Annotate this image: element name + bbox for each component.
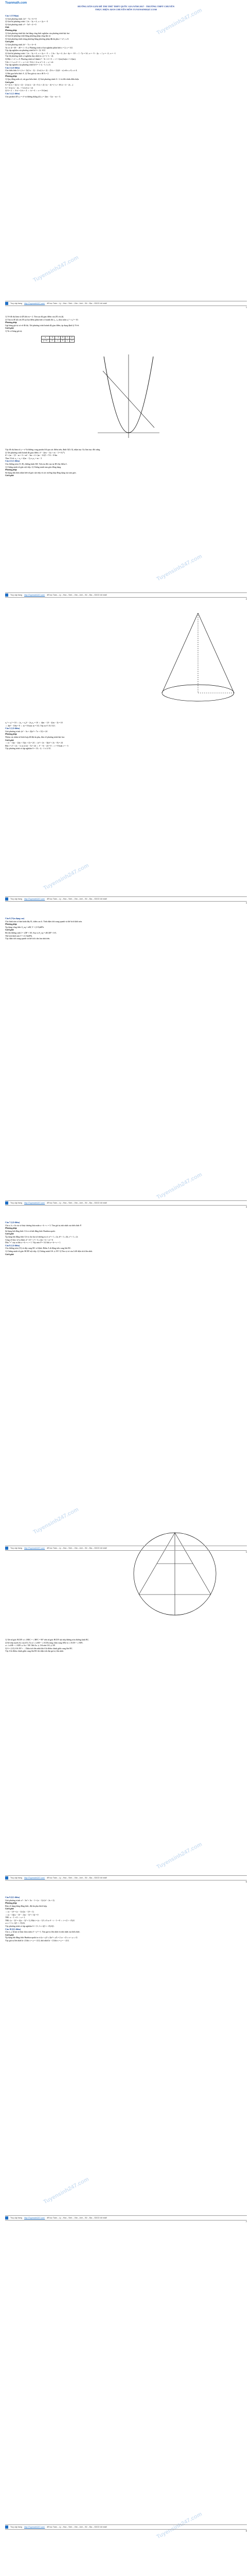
text-line: Vậy phương trình có tập nghiệm S = {0; −2; −1 ± 2√3}. — [5, 747, 51, 750]
text-line: 1) Chứng minh tứ giác nội tiếp. 2) Chứng minh tam giác đồng dạng. — [5, 465, 62, 468]
footer-link[interactable]: http://Tuyensinh247.com/ — [24, 1547, 45, 1549]
footer-rest: để học Toán – Lý – Hóa – Sinh – Văn – Anh – Sử – Địa – GDCD tốt nhất! — [47, 1876, 107, 1879]
cone-edge — [162, 613, 198, 693]
table-cell: −2 — [49, 336, 55, 340]
section-label: Phương pháp — [5, 1902, 17, 1905]
solution-section-1 — [5, 14, 247, 98]
question-heading: Câu 2 (2,0 điểm) — [5, 66, 20, 69]
question-heading: Câu 4 (3,5 điểm) — [5, 460, 20, 463]
page-footer — [5, 301, 247, 309]
text-line: Nhóm các nhân tử thích hợp để đặt ẩn phụ, đưa về phương trình bậc hai. — [5, 735, 65, 738]
watermark: Tuyensinh247.com — [155, 553, 203, 583]
footer-link[interactable]: http://Tuyensinh247.com/ — [24, 1201, 45, 1204]
footer-text: Truy cập trang — [10, 302, 23, 304]
table-cell: 1 — [65, 340, 69, 343]
text-line: 1) Xét tứ giác BCEF có ∠BEC = ∠BFC = 90° nên tứ giác BCEF nội tiếp đường tròn đường kính BC. — [5, 1638, 89, 1641]
question-heading: Câu 10 (0,5 điểm) — [5, 1927, 21, 1930]
text-line: Sử dụng dấu hiệu nhận biết tứ giác nội tiếp và các trường hợp đồng dạng của tam giác. — [5, 471, 77, 474]
text-line: 2) Kẻ tiếp tuyến Ax của (O). Ta có ∠xAB = ∠ACB (cùng chắn cung AB) và ∠ACB = ∠AFE. — [5, 1641, 83, 1644]
text-line: ⇔ (x − 1)³ = (x − 1)√((x − 1)² + 1) — [5, 1910, 34, 1913]
footer-text: Truy cập trang — [10, 897, 23, 900]
table-cell: 2 — [69, 336, 74, 340]
watermark: Tuyensinh247.com — [155, 1171, 203, 1201]
page-number: 5 — [246, 1551, 247, 1553]
text-line: Cho biểu thức A = (√x + 1)/(√x − 2) − 2√x/(√x + 2) − (5√x + 2)/(4 − x) với x ≥ 0, x ≠ 4. — [5, 69, 78, 72]
page-number: 7 — [246, 2221, 247, 2223]
watermark: Tuyensinh247.com — [42, 2176, 90, 2206]
text-line: Áp dụng bất đẳng thức Bunhiacopxki ta có (x + y)² ≤ 2(x² + y²) = 2 ⇒ −√2 ≤ x + y ≤ √2. — [5, 1936, 78, 1939]
table-cell: −1 — [55, 336, 61, 340]
page-number: 6 — [246, 1880, 247, 1883]
text-line: Độ dài đường sinh l = √(R² + h²). Suy ra S_xq = πR√(R² + h²). — [5, 931, 57, 934]
section-label: Phương pháp — [5, 923, 17, 926]
site-badge-icon — [5, 1201, 8, 1205]
section-label: Cách giải: — [5, 80, 14, 83]
solution-section-7 — [5, 1638, 247, 1653]
text-line: 1) Giải phương trình bậc hai bằng công thức nghiệm của phương trình bậc hai — [5, 31, 69, 35]
site-badge-icon — [5, 1547, 8, 1550]
text-line: Vậy diện tích xung quanh và thể tích cần tìm như trên. — [5, 937, 50, 940]
footer-text: Truy cập trang — [10, 2216, 23, 2219]
text-line: 1) Giải phương trình 2x² − 7x + 6 = 0 — [5, 43, 37, 46]
solution-section-6 — [5, 1221, 247, 1256]
text-line: Cho hình nón có bán kính đáy R, chiều cao h. Tính diện tích xung quanh và thể tích khối nón. — [5, 920, 83, 923]
solution-section-4 — [5, 721, 247, 750]
footer-rest: để học Toán – Lý – Hóa – Sinh – Văn – Anh – Sử – Địa – GDCD tốt nhất! — [47, 2216, 107, 2219]
section-label: Phương pháp — [5, 28, 17, 31]
watermark: Tuyensinh247.com — [32, 254, 80, 284]
text-line: Giải phương trình: x³ − 3x² + 3x − 1 = (x − 1)√(x² − 2x + 2) — [5, 1899, 55, 1902]
question-heading: Câu 8 (1,0 điểm) — [5, 1244, 20, 1247]
text-line: 1) Giải phương trình: 2x² − 7x + 6 = 0 — [5, 17, 37, 20]
document-header — [5, 2, 247, 11]
footer-link[interactable]: http://Tuyensinh247.com/ — [24, 1876, 45, 1879]
text-line: 3) Đặt t = x², t ≥ 0. Phương trình trở thành t² − 5t + 4 = 0 ⇔ t = 1 (tm) hoặc t = 4 (tm). — [5, 57, 76, 60]
solution-section-3 — [5, 448, 247, 477]
section-label: Cách giải: — [5, 1907, 14, 1910]
doc-title-line2: THỰC HIỆN: BAN CHUYÊN MÔN TUYENSINH247.COM — [95, 8, 157, 11]
text-line: 2) Xét phương trình hoành độ giao điểm: x² − 2(m − 1)x + m − 3 = 0 (*) — [5, 451, 65, 454]
text-line: Lập bảng giá trị và vẽ đồ thị. Xét phương trình hoành độ giao điểm, áp dụng định lý Vi-ét. — [5, 324, 80, 327]
text-line: Vậy A là điểm chính giữa cung lớn BC thì diện tích đạt giá trị lớn nhất. — [5, 1650, 64, 1653]
footer-text: Truy cập trang — [10, 594, 23, 596]
question-heading: Câu 6 (Vận dụng cao) — [5, 917, 25, 920]
footer-link[interactable]: http://Tuyensinh247.com/ — [24, 2216, 45, 2219]
text-line: Cho đường tròn (O) và dây cung BC cố định. Điểm A di động trên cung lớn BC. — [5, 1247, 71, 1250]
text-line: 1) Chứng minh tứ giác BCEF nội tiếp. 2) Chứng minh OA ⊥ EF. 3) Tìm vị trí của A để diện tích lớn nhất. — [5, 1249, 93, 1252]
footer-link[interactable]: http://Tuyensinh247.com/ — [24, 2526, 45, 2528]
text-line: ⇒ x = 1 ± √((1 + √5)/2). — [5, 1922, 25, 1925]
section-label: Cách giải: — [5, 1933, 14, 1936]
solution-section-8 — [5, 1896, 247, 1942]
question-heading: Câu 5 (1,0 điểm) — [5, 727, 20, 730]
text-line: 3) S = (1/2)·OA·EF + ... Diện tích lớn nhất khi A là điểm chính giữa cung lớn BC. — [5, 1647, 73, 1650]
doc-title-line1: HƯỚNG DẪN GIẢI ĐỀ THI THỬ THPT QUỐC GIA NĂM 2017 - TRƯỜNG THPT CHUYÊN — [77, 5, 175, 8]
parabola-graph — [93, 350, 165, 443]
text-line: ⇔ (x − 1)[(x − 1)² − √((x − 1)² + 1)] = 0 — [5, 1913, 39, 1916]
page-number: 3 — [246, 902, 247, 904]
text-line: Áp dụng công thức S_xq = πRl, V = (1/3)πR²h. — [5, 925, 44, 928]
table-cell: x — [42, 336, 50, 340]
table-cell: 1 — [55, 340, 61, 343]
page-number: 1 — [246, 306, 247, 309]
watermark: Tuyensinh247.com — [155, 2511, 203, 2540]
footer-text: Truy cập trang — [10, 1876, 23, 1879]
text-line: TH1: x − 1 = 0 ⇔ x = 1. — [5, 1916, 26, 1919]
site-badge-icon — [5, 302, 8, 305]
section-label: Cách giải: — [5, 327, 14, 330]
watermark: Tuyensinh247.com — [32, 1506, 80, 1536]
text-line: x₁² + x₂² = 10 ⇔ (x₁ + x₂)² − 2x₁x₂ = 10 ⇔ 4(m − 1)² − 2(m − 3) = 10 — [5, 721, 63, 724]
text-line: ⇔ (x − 1)(x − 2)(x + 3)(x + 4) = 24 ⇔ (x² + 2x − 3)(x² + 2x − 8) = 24 — [5, 741, 63, 744]
watermark: Tuyensinh247.com — [42, 862, 90, 892]
footer-rest: để học Toán – Lý – Hóa – Sinh – Văn – Anh – Sử – Địa – GDCD tốt nhất! — [47, 2526, 107, 2528]
page-footer — [5, 1200, 247, 1209]
text-line: A = 3√x(√x − 2)... = 3√x/(√x + 2) — [5, 86, 33, 89]
footer-text: Truy cập trang — [10, 1547, 23, 1549]
footer-rest: để học Toán – Lý – Hóa – Sinh – Văn – Anh – Sử – Địa – GDCD tốt nhất! — [47, 302, 107, 304]
site-badge-icon — [5, 594, 8, 597]
page-footer — [5, 1875, 247, 1884]
text-line: 1) Rút gọn biểu thức A. 2) Tìm giá trị của x để A = 2. — [5, 72, 49, 75]
table-cell: 4 — [49, 340, 55, 343]
text-line: Vậy tập nghiệm của phương trình là S = {2; 3/2} — [5, 49, 46, 52]
question-heading: Câu 3 (1,5 điểm) — [5, 92, 20, 95]
watermark: Tuyensinh247.com — [155, 1841, 203, 1871]
page-footer — [5, 1546, 247, 1554]
section-label: Cách giải: — [5, 928, 14, 931]
text-line: Δ' = (m − 1)² − m + 3 = m² − 3m + 4 = (m − 3/2)² + 7/4 > 0 ∀m — [5, 454, 58, 457]
section-label: Cách giải: — [5, 40, 14, 43]
text-line: Đưa về dạng hằng đẳng thức, đặt ẩn phụ thích hợp. — [5, 1904, 47, 1907]
page-footer — [5, 896, 247, 905]
footer-rest: để học Toán – Lý – Hóa – Sinh – Văn – Anh – Sử – Địa – GDCD tốt nhất! — [47, 1547, 107, 1549]
page-footer — [5, 592, 247, 601]
solution-section-5 — [5, 917, 247, 940]
table-cell: y = x² — [42, 340, 50, 343]
text-line: TH2: (x − 1)² = √((x − 1)² + 1). Đặt t = (x − 1)² ≥ 0 ⇒ t² − t − 1 = 0 ⇔ t = (1 + √5)/2. — [5, 1919, 75, 1922]
site-badge-icon — [5, 1876, 8, 1879]
footer-link[interactable]: http://Tuyensinh247.com/ — [24, 897, 45, 900]
circle-geometry-figure — [123, 1520, 226, 1623]
footer-rest: để học Toán – Lý – Hóa – Sinh – Văn – Anh – Sử – Địa – GDCD tốt nhất! — [47, 594, 107, 596]
footer-rest: để học Toán – Lý – Hóa – Sinh – Văn – Anh – Sử – Địa – GDCD tốt nhất! — [47, 1201, 107, 1204]
page-number: 2 — [246, 598, 247, 600]
site-badge-icon — [5, 897, 8, 901]
section-label: Cách giải: — [5, 1232, 14, 1235]
section-label: Giải: — [5, 26, 10, 29]
section-label: Cách giải: — [5, 1252, 14, 1256]
value-table — [41, 336, 75, 343]
text-line: Giải phương trình: (x² − 3x + 2)(x² + 7x + 12) = 24 — [5, 730, 47, 733]
text-line: 2) Tìm m để (d) cắt (P) tại hai điểm phân biệt có hoành độ x₁, x₂ thỏa mãn x₁² + x₂² = 10. — [5, 318, 79, 321]
table-cell: 4 — [69, 340, 74, 343]
section-label: Phương pháp — [5, 321, 17, 324]
text-line: Ta có: Δ = 49 − 48 = 1 > 0 ⇒ Phương trình có hai nghiệm phân biệt x = 2; x = 3/2. — [5, 46, 73, 49]
question-heading: Câu 7 (2,0 điểm) — [5, 1221, 20, 1224]
text-line: ⇒ ∠xAB = ∠AFE ⇒ Ax // EF. Mà Ax ⊥ OA nên OA ⊥ EF. — [5, 1644, 56, 1647]
table-cell: 0 — [61, 340, 65, 343]
page-footer — [5, 2215, 247, 2224]
section-label: Cách giải: — [5, 738, 14, 741]
section-label: Phương pháp — [5, 733, 17, 736]
cone-edge — [198, 613, 234, 693]
text-line: ⇔ 4m² − 10m = 0 ⇔ m = 0 hoặc m = 5/2. Vậy m ∈ {0; 5/2}. — [5, 724, 56, 727]
text-line: Cho x, y là hai số thực thỏa mãn x² + y² = 1. Tìm giá trị lớn nhất và nhỏ nhất của biểu thức. — [5, 1930, 81, 1934]
text-line: Vậy đồ thị hàm số y = x² là đường cong parabol đi qua các điểm trên, đỉnh O(0; 0), nhận trục Oy làm trục đối xứng. — [5, 448, 101, 451]
site-badge-icon — [5, 2526, 8, 2529]
page-number: 8 — [246, 2530, 247, 2532]
table-cell: 0 — [61, 336, 65, 340]
site-logo: Toanmath.com — [5, 2, 27, 5]
text-line: 1) Ta có bảng giá trị: — [5, 329, 23, 332]
text-line: 1) Vẽ đồ thị hàm số (P) khi m = 2. Tìm tọa độ giao điểm của (P) và (d). — [5, 315, 64, 318]
text-line: Cho đường tròn (O; R), đường kính AB. Trên tia đối của tia BA lấy điểm C. — [5, 462, 68, 465]
text-line: Theo Vi-ét: x₁ + x₂ = 2(m − 1); x₁x₂ = m − 3 — [5, 456, 42, 460]
text-line: Vậy hệ phương trình có nghiệm duy nhất (x; y) = (−1; −2). — [5, 55, 54, 58]
cone-figure — [154, 608, 242, 706]
text-line: Dấu "=" xảy ra khi a = b = c = 1. Vậy min P = 3/2 khi a = b = c = 1. — [5, 1241, 61, 1244]
watermark: Tuyensinh247.com — [155, 7, 203, 37]
text-line: 2) Giải hệ phương trình: { 2x − 3y = 4 ; x + 2y = −5 ⇔ { 2x − 3y = 4 ; 2x + 4y = −10 ⇔ { −7y = 14 ; x = −5 − 2y ⇔ { y = −2 ; x = −1 — [5, 52, 116, 55]
section-label: Phương pháp — [5, 468, 17, 471]
page-footer — [5, 2524, 247, 2533]
footer-link[interactable]: http://Tuyensinh247.com/ — [24, 302, 45, 304]
text-line: Với t = 1 ⇒ x² = 1 ⇔ x = ±1. Với t = 4 ⇒ x² = 4 ⇔ x = ±2. — [5, 60, 54, 63]
text-line: Sử dụng bất đẳng thức Cô-si và bất đẳng thức Bunhiacopxki. — [5, 1229, 56, 1232]
site-badge-icon — [5, 2216, 8, 2219]
text-line: 2) Giải hệ phương trình bằng phương pháp cộng đại số. — [5, 35, 51, 38]
section-label: Phương pháp — [5, 1227, 17, 1230]
text-line: Thể tích khối nón V = (1/3)πR²h. — [5, 934, 32, 937]
solution-section-2 — [5, 315, 247, 333]
section-label: Phương pháp — [5, 75, 17, 78]
text-line: Vậy tập nghiệm của phương trình là S = {−2; −1; 1; 2}. — [5, 63, 51, 66]
question-heading: Câu 9 (0,5 điểm) — [5, 1896, 20, 1899]
text-line: Cộng vế theo vế ta được a² + b² + c² + 3 ≥ 2(a + b + c) = 6 — [5, 1238, 53, 1241]
value-table-wrapper — [5, 335, 247, 344]
text-line: 2) Giải hệ phương trình: { 2x − 3y = 4 ; x + 2y = −5 — [5, 20, 48, 23]
text-line: Vậy giá trị lớn nhất là √2 khi x = y = √2/2, nhỏ nhất là −√2 khi x = y = −√2/2. — [5, 1939, 69, 1942]
section-label: Cách giải: — [5, 474, 14, 477]
text-line: Đặt t = x² + 2x − 3, ta có t(t − 5) = 24 ⇔ t² − 5t − 24 = 0 ⇔ t = 8 hoặc t = −3 — [5, 744, 68, 747]
text-line: Vậy phương trình có tập nghiệm S = {1; 1 ± √((1 + √5)/2)}. — [5, 1924, 55, 1927]
text-line: 3) Giải phương trình: x⁴ − 5x² + 4 = 0 — [5, 23, 37, 26]
page-number: 4 — [246, 1206, 247, 1208]
footer-rest: để học Toán – Lý – Hóa – Sinh – Văn – Anh – Sử – Địa – GDCD tốt nhất! — [47, 897, 107, 900]
footer-text: Truy cập trang — [10, 2526, 23, 2528]
text-line: 3) Giải phương trình trùng phương bằng phương pháp đặt ẩn phụ t = x², t ≥ 0. — [5, 37, 69, 40]
footer-text: Truy cập trang — [10, 1201, 23, 1204]
question-heading: Câu 1 (T.Nhận) — [5, 14, 19, 17]
text-line: 2) A = 2 ⇔ 3√x = 2√x + 4 ⇔ √x = 4 ⇔ x = 16 (tm). — [5, 89, 48, 92]
text-line: 1) Quy đồng mẫu số, rút gọn biểu thức. 2) Giải phương trình A = 2 và đối chiếu điều kiện. — [5, 78, 80, 81]
text-line: Áp dụng bất đẳng thức Cô-si cho hai số dương ta có: a² + 1 ≥ 2a, b² + 1 ≥ 2b, c² + 1 ≥ 2c — [5, 1235, 78, 1238]
text-line: Cho a, b, c là các số thực dương thỏa mãn a + b + c = 3. Tìm giá trị nhỏ nhất của biểu thức P. — [5, 1224, 82, 1227]
table-cell: 1 — [65, 336, 69, 340]
text-line: A = [(√x + 1)(√x + 2) − 2√x(√x − 2) + 5√x + 2] / (x − 4) = (−x + 10√x + 4 − 2x ...) — [5, 83, 74, 87]
footer-link[interactable]: http://Tuyensinh247.com/ — [24, 594, 45, 596]
text-line: Cho parabol (P): y = x² và đường thẳng (d): y = 2(m − 1)x − m + 3. — [5, 95, 61, 98]
